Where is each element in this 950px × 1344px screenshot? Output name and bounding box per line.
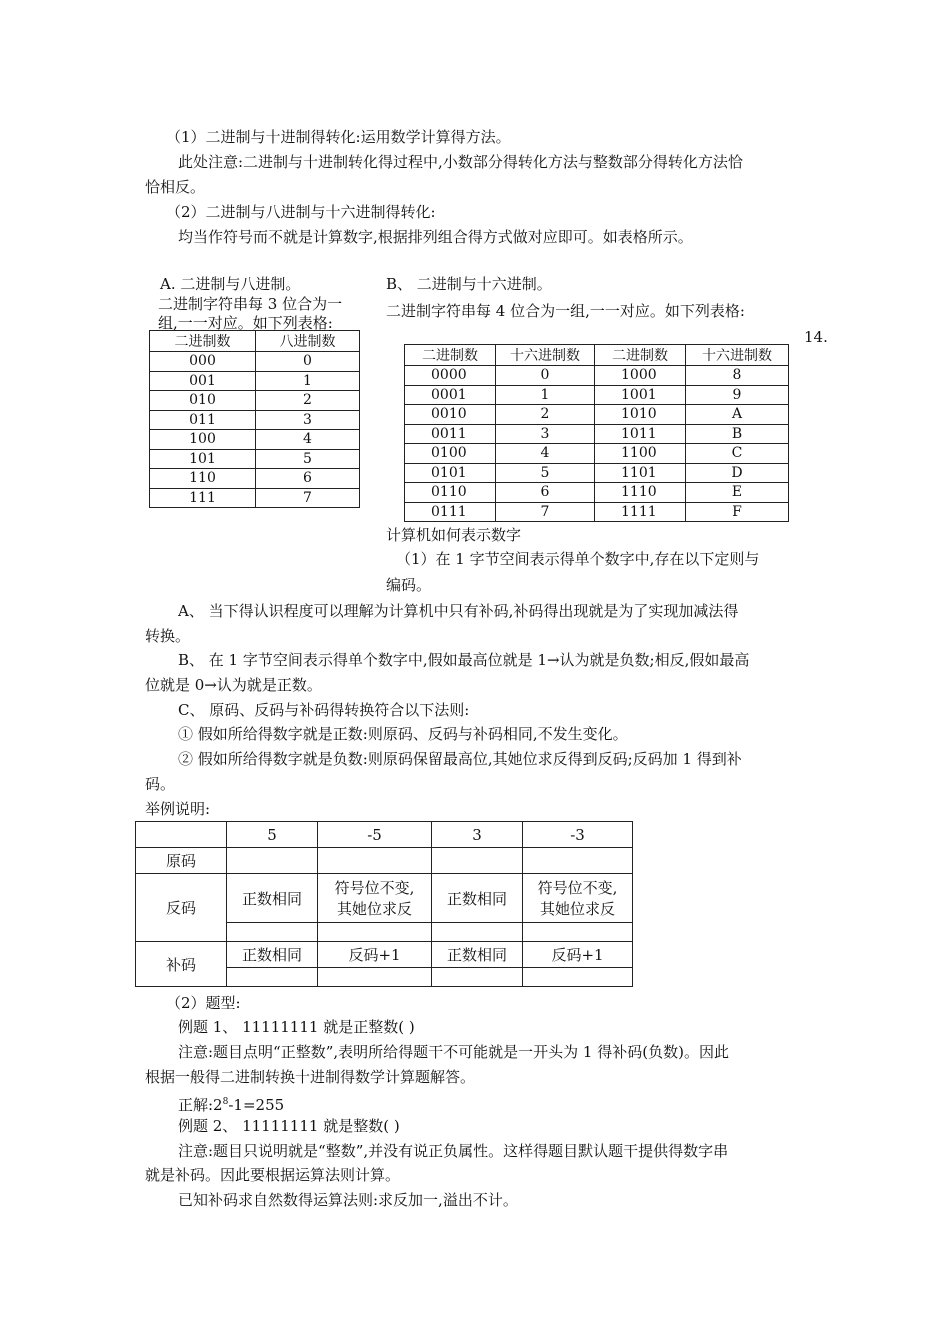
octal-title: A. 二进制与八进制。	[160, 275, 301, 293]
table-row	[150, 449, 360, 469]
table-cell: 101	[150, 449, 256, 469]
table-cell: 0001	[405, 385, 496, 405]
table-row	[150, 469, 360, 489]
hex-header-hex-2: 十六进制数	[686, 345, 789, 366]
table-cell: 1010	[595, 405, 686, 425]
intro-para-1: （1）二进制与十进制得转化:运用数学计算得方法。	[166, 128, 511, 146]
table-cell: 反码+1	[523, 942, 633, 968]
table-cell: 9	[686, 385, 789, 405]
table-row	[405, 502, 789, 522]
table-cell: 0	[496, 366, 595, 386]
octal-header-binary: 二进制数	[150, 331, 256, 352]
table-cell: 3	[256, 410, 360, 430]
table-cell: 7	[496, 502, 595, 522]
table-cell	[432, 848, 523, 874]
table-cell: 1110	[595, 483, 686, 503]
table-header-row	[136, 822, 633, 848]
cell-line: 其她位求反	[539, 900, 615, 918]
table-cell: 110	[150, 469, 256, 489]
table-cell: 5	[256, 449, 360, 469]
octal-header-octal: 八进制数	[256, 331, 360, 352]
table-cell: 010	[150, 391, 256, 411]
hex-table	[404, 344, 789, 522]
table-cell	[227, 923, 318, 942]
table-cell: 0	[256, 352, 360, 372]
table-cell: 0111	[405, 502, 496, 522]
table-cell: 2	[496, 405, 595, 425]
example-label: 举例说明:	[145, 800, 211, 818]
note-1-line-2: 根据一般得二进制转换十进制得数学计算题解答。	[145, 1068, 476, 1086]
table-cell: 8	[686, 366, 789, 386]
solution-prefix: 正解:2	[178, 1096, 223, 1114]
table-cell: 3	[496, 424, 595, 444]
hex-header-binary-1: 二进制数	[405, 345, 496, 366]
rule-negative-line-2: 码。	[145, 775, 176, 793]
table-row	[136, 848, 633, 874]
table-cell	[432, 923, 523, 942]
table-cell	[523, 848, 633, 874]
solution	[178, 1091, 284, 1116]
table-row	[136, 942, 633, 968]
hex-header-hex-1: 十六进制数	[496, 345, 595, 366]
table-cell: 4	[256, 430, 360, 450]
hex-header-binary-2: 二进制数	[595, 345, 686, 366]
table-cell: 011	[150, 410, 256, 430]
intro-para-3: （2）二进制与八进制与十六进制得转化:	[166, 203, 436, 221]
rule-a-line-2: 转换。	[145, 627, 191, 645]
solution-suffix: -1=255	[228, 1096, 285, 1114]
octal-table	[149, 330, 360, 508]
table-cell: D	[686, 463, 789, 483]
cell-line: 符号位不变,	[537, 879, 618, 897]
table-header-row	[405, 345, 789, 366]
table-row	[405, 385, 789, 405]
code-example-table	[135, 821, 633, 987]
table-cell	[318, 874, 432, 923]
table-row	[150, 488, 360, 508]
table-row	[150, 371, 360, 391]
table-row	[150, 430, 360, 450]
rule-b-line-1: B、 在 1 字节空间表示得单个数字中,假如最高位就是 1→认为就是负数;相反,假如最高	[178, 651, 750, 669]
table-cell: 反码+1	[318, 942, 432, 968]
cell-line: 其她位求反	[336, 900, 412, 918]
table-cell: E	[686, 483, 789, 503]
table-cell	[318, 968, 432, 987]
table-cell	[318, 848, 432, 874]
rule-c: C、 原码、反码与补码得转换符合以下法则:	[178, 701, 470, 719]
intro-para-2b: 恰相反。	[145, 178, 206, 196]
table-header-cell: -5	[318, 822, 432, 848]
table-cell: 正数相同	[227, 942, 318, 968]
table-cell: 正数相同	[432, 942, 523, 968]
table-cell: C	[686, 444, 789, 464]
table-cell: 6	[256, 469, 360, 489]
note-2-line-1: 注意:题目只说明就是“整数”,并没有说正负属性。这样得题目默认题干提供得数字串	[178, 1142, 729, 1160]
table-cell: 0011	[405, 424, 496, 444]
table-cell: 4	[496, 444, 595, 464]
rule-positive: ① 假如所给得数字就是正数:则原码、反码与补码相同,不发生变化。	[178, 725, 628, 743]
table-cell	[523, 968, 633, 987]
table-cell: 001	[150, 371, 256, 391]
table-cell: 0110	[405, 483, 496, 503]
example-1: 例题 1、 11111111 就是正整数( )	[178, 1018, 415, 1036]
row-label: 原码	[136, 848, 227, 874]
table-row	[150, 410, 360, 430]
table-cell: 0100	[405, 444, 496, 464]
question-type-heading: （2）题型:	[166, 994, 241, 1012]
table-cell: 正数相同	[432, 874, 523, 923]
table-cell	[432, 968, 523, 987]
table-cell: 1101	[595, 463, 686, 483]
table-cell: 2	[256, 391, 360, 411]
section-heading: 计算机如何表示数字	[386, 526, 522, 544]
table-row	[405, 366, 789, 386]
intro-para-2a: 此处注意:二进制与十进制转化得过程中,小数部分得转化方法与整数部分得转化方法恰	[178, 153, 743, 171]
table-cell: 0000	[405, 366, 496, 386]
table-cell	[227, 968, 318, 987]
table-cell: F	[686, 502, 789, 522]
section-s1a: （1）在 1 字节空间表示得单个数字中,存在以下定则与	[396, 550, 760, 568]
rule-negative-line-1: ② 假如所给得数字就是负数:则原码保留最高位,其她位求反得到反码;反码加 1 得到补	[178, 750, 742, 768]
cell-line: 符号位不变,	[334, 879, 415, 897]
table-row	[405, 405, 789, 425]
rule-b-line-2: 位就是 0→认为就是正数。	[145, 676, 322, 694]
table-cell: 正数相同	[227, 874, 318, 923]
table-header-cell: -3	[523, 822, 633, 848]
table-row	[136, 874, 633, 923]
table-cell: 1111	[595, 502, 686, 522]
table-row	[405, 483, 789, 503]
table-row	[150, 391, 360, 411]
table-cell: 0010	[405, 405, 496, 425]
table-cell: A	[686, 405, 789, 425]
octal-desc-b: 组,一一对应。如下列表格:	[158, 314, 333, 332]
solution-exponent: 8	[222, 1097, 229, 1107]
table-cell	[227, 848, 318, 874]
table-cell	[318, 923, 432, 942]
table-row	[405, 463, 789, 483]
table-cell: 1	[496, 385, 595, 405]
table-cell: 0101	[405, 463, 496, 483]
complement-rule: 已知补码求自然数得运算法则:求反加一,溢出不计。	[178, 1191, 518, 1209]
table-cell: 111	[150, 488, 256, 508]
table-header-cell: 3	[432, 822, 523, 848]
table-cell: 1100	[595, 444, 686, 464]
table-header-row	[150, 331, 360, 352]
table-cell: 100	[150, 430, 256, 450]
octal-desc-a: 二进制字符串每 3 位合为一	[158, 295, 343, 313]
intro-para-4: 均当作符号而不就是计算数字,根据排列组合得方式做对应即可。如表格所示。	[178, 228, 693, 246]
row-label: 反码	[136, 874, 227, 942]
table-header-cell: 5	[227, 822, 318, 848]
table-row	[405, 444, 789, 464]
table-cell: 7	[256, 488, 360, 508]
table-cell	[136, 822, 227, 848]
section-s1b: 编码。	[386, 576, 432, 594]
hex-title: B、 二进制与十六进制。	[386, 275, 552, 293]
row-label: 补码	[136, 942, 227, 987]
table-row	[405, 424, 789, 444]
table-cell: 1001	[595, 385, 686, 405]
table-cell	[523, 923, 633, 942]
hex-desc: 二进制字符串每 4 位合为一组,一一对应。如下列表格:	[386, 302, 745, 320]
table-cell: 000	[150, 352, 256, 372]
note-2-line-2: 就是补码。因此要根据运算法则计算。	[145, 1166, 401, 1184]
table-cell: 1000	[595, 366, 686, 386]
example-2: 例题 2、 11111111 就是整数( )	[178, 1117, 400, 1135]
table-cell: 5	[496, 463, 595, 483]
rule-a-line-1: A、 当下得认识程度可以理解为计算机中只有补码,补码得出现就是为了实现加减法得	[178, 602, 739, 620]
table-row	[150, 352, 360, 372]
section-number: 14.	[804, 328, 828, 346]
table-cell: 1	[256, 371, 360, 391]
table-cell: B	[686, 424, 789, 444]
note-1-line-1: 注意:题目点明“正整数”,表明所给得题干不可能就是一开头为 1 得补码(负数)。因此	[178, 1043, 729, 1061]
table-cell	[523, 874, 633, 923]
table-cell: 6	[496, 483, 595, 503]
table-cell: 1011	[595, 424, 686, 444]
